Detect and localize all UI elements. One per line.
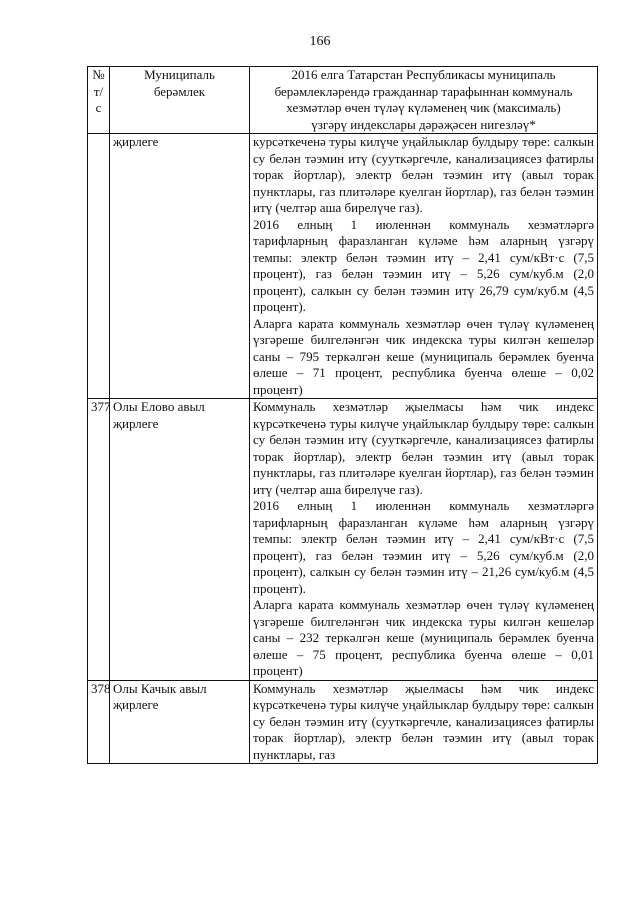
row-description — [250, 399, 598, 681]
row-description — [250, 680, 598, 764]
table-header-row — [88, 67, 598, 134]
tariff-table — [87, 66, 598, 764]
description-paragraph: курсәткеченә туры килүче уңайлыклар булдыру төре: салкын су белән тәэмин итү (сууткәргечле, канализациясез фатирлы торак йортлар), электр белән тәэмин итү (авыл торак пунктлары, газ плитәләре куелган йортлар), газ белән тәэмин итү (челтәр аша бирелүче газ). — [253, 134, 594, 215]
row-municipality: Олы Елово авыл җирлеге — [110, 399, 250, 681]
header-description-line1: 2016 елга Татарстан Республикасы муниципаль — [291, 67, 556, 82]
header-municipality-line1: Муниципаль — [144, 67, 215, 82]
header-number-line1: № — [92, 67, 105, 82]
row-municipality: җирлеге — [110, 134, 250, 399]
header-description-line3: хезмәтләр өчен түләү күләменең чик (максималь) — [286, 100, 561, 115]
description-paragraph: Коммуналь хезмәтләр җыелмасы һәм чик индекс күрсәткеченә туры килүче уңайлыклар булдыру төре: салкын су белән тәэмин итү (сууткәргечле, канализациясез фатирлы торак йортлар), электр белән тәэмин итү (авыл торак пунктлары, газ плитәләре куелган йортлар), газ белән тәэмин итү (челтәр аша бирелүче газ). — [253, 399, 594, 497]
description-paragraph: 2016 елның 1 июленнән коммуналь хезмәтләргә тарифларның фаразланган күләме һәм аларның үзгәрү темпы: электр белән тәэмин итү – 2,41 сум/кВт·с (7,5 процент), газ белән тәэмин итү – 5,26 сум/куб.м (2,0 процент), салкын су белән тәэмин итү 26,79 сум/куб.м (4,5 процент). — [253, 216, 594, 314]
description-paragraph: 2016 елның 1 июленнән коммуналь хезмәтләргә тарифларның фаразланган күләме һәм аларның үзгәрү темпы: электр белән тәэмин итү – 2,41 сум/кВт·с (7,5 процент), газ белән тәэмин итү – 5,26 сум/куб.м (2,0 процент), салкын су белән тәэмин итү – 21,26 сум/куб.м (4,5 процент). — [253, 498, 594, 596]
row-number: 377 — [88, 399, 110, 681]
header-description — [250, 67, 598, 134]
header-number — [88, 67, 110, 134]
table-row — [88, 680, 598, 764]
page-number: 166 — [309, 34, 331, 49]
header-municipality-line2: берәмлек — [153, 83, 206, 99]
row-municipality: Олы Качык авыл җирлеге — [110, 680, 250, 764]
row-number: 378 — [88, 680, 110, 764]
header-number-line2: т/с — [93, 83, 104, 115]
description-paragraph: Аларга карата коммуналь хезмәтләр өчен түләү күләменең үзгәреше билгеләнгән чик индекска туры килгән кешеләр саны – 232 теркәлгән кеше (муниципаль берәмлек буенча өлеше – 75 процент, республика буенча өлеше – 0,01 процент) — [253, 597, 594, 678]
table-row — [88, 134, 598, 399]
header-description-line2: берәмлекләрендә гражданнар тарафыннан коммуналь — [274, 83, 573, 99]
table-row — [88, 399, 598, 681]
header-municipality — [110, 67, 250, 134]
description-paragraph: Аларга карата коммуналь хезмәтләр өчен түләү күләменең үзгәреше билгеләнгән чик индекска туры килгән кешеләр саны – 795 теркәлгән кеше (муниципаль берәмлек буенча өлеше – 71 процент, республика буенча өлеше – 0,02 процент) — [253, 315, 594, 397]
header-description-line4: үзгәрү индекслары дәрәҗәсен нигезләү* — [311, 116, 536, 132]
description-paragraph: Коммуналь хезмәтләр җыелмасы һәм чик индекс күрсәткеченә туры килүче уңайлыклар булдыру төре: салкын су белән тәэмин итү (сууткәргечле, канализациясез фатирлы торак йортлар), электр белән тәэмин итү (авыл торак пунктлары, газ — [253, 680, 594, 762]
row-description — [250, 134, 598, 399]
row-number — [88, 134, 110, 399]
